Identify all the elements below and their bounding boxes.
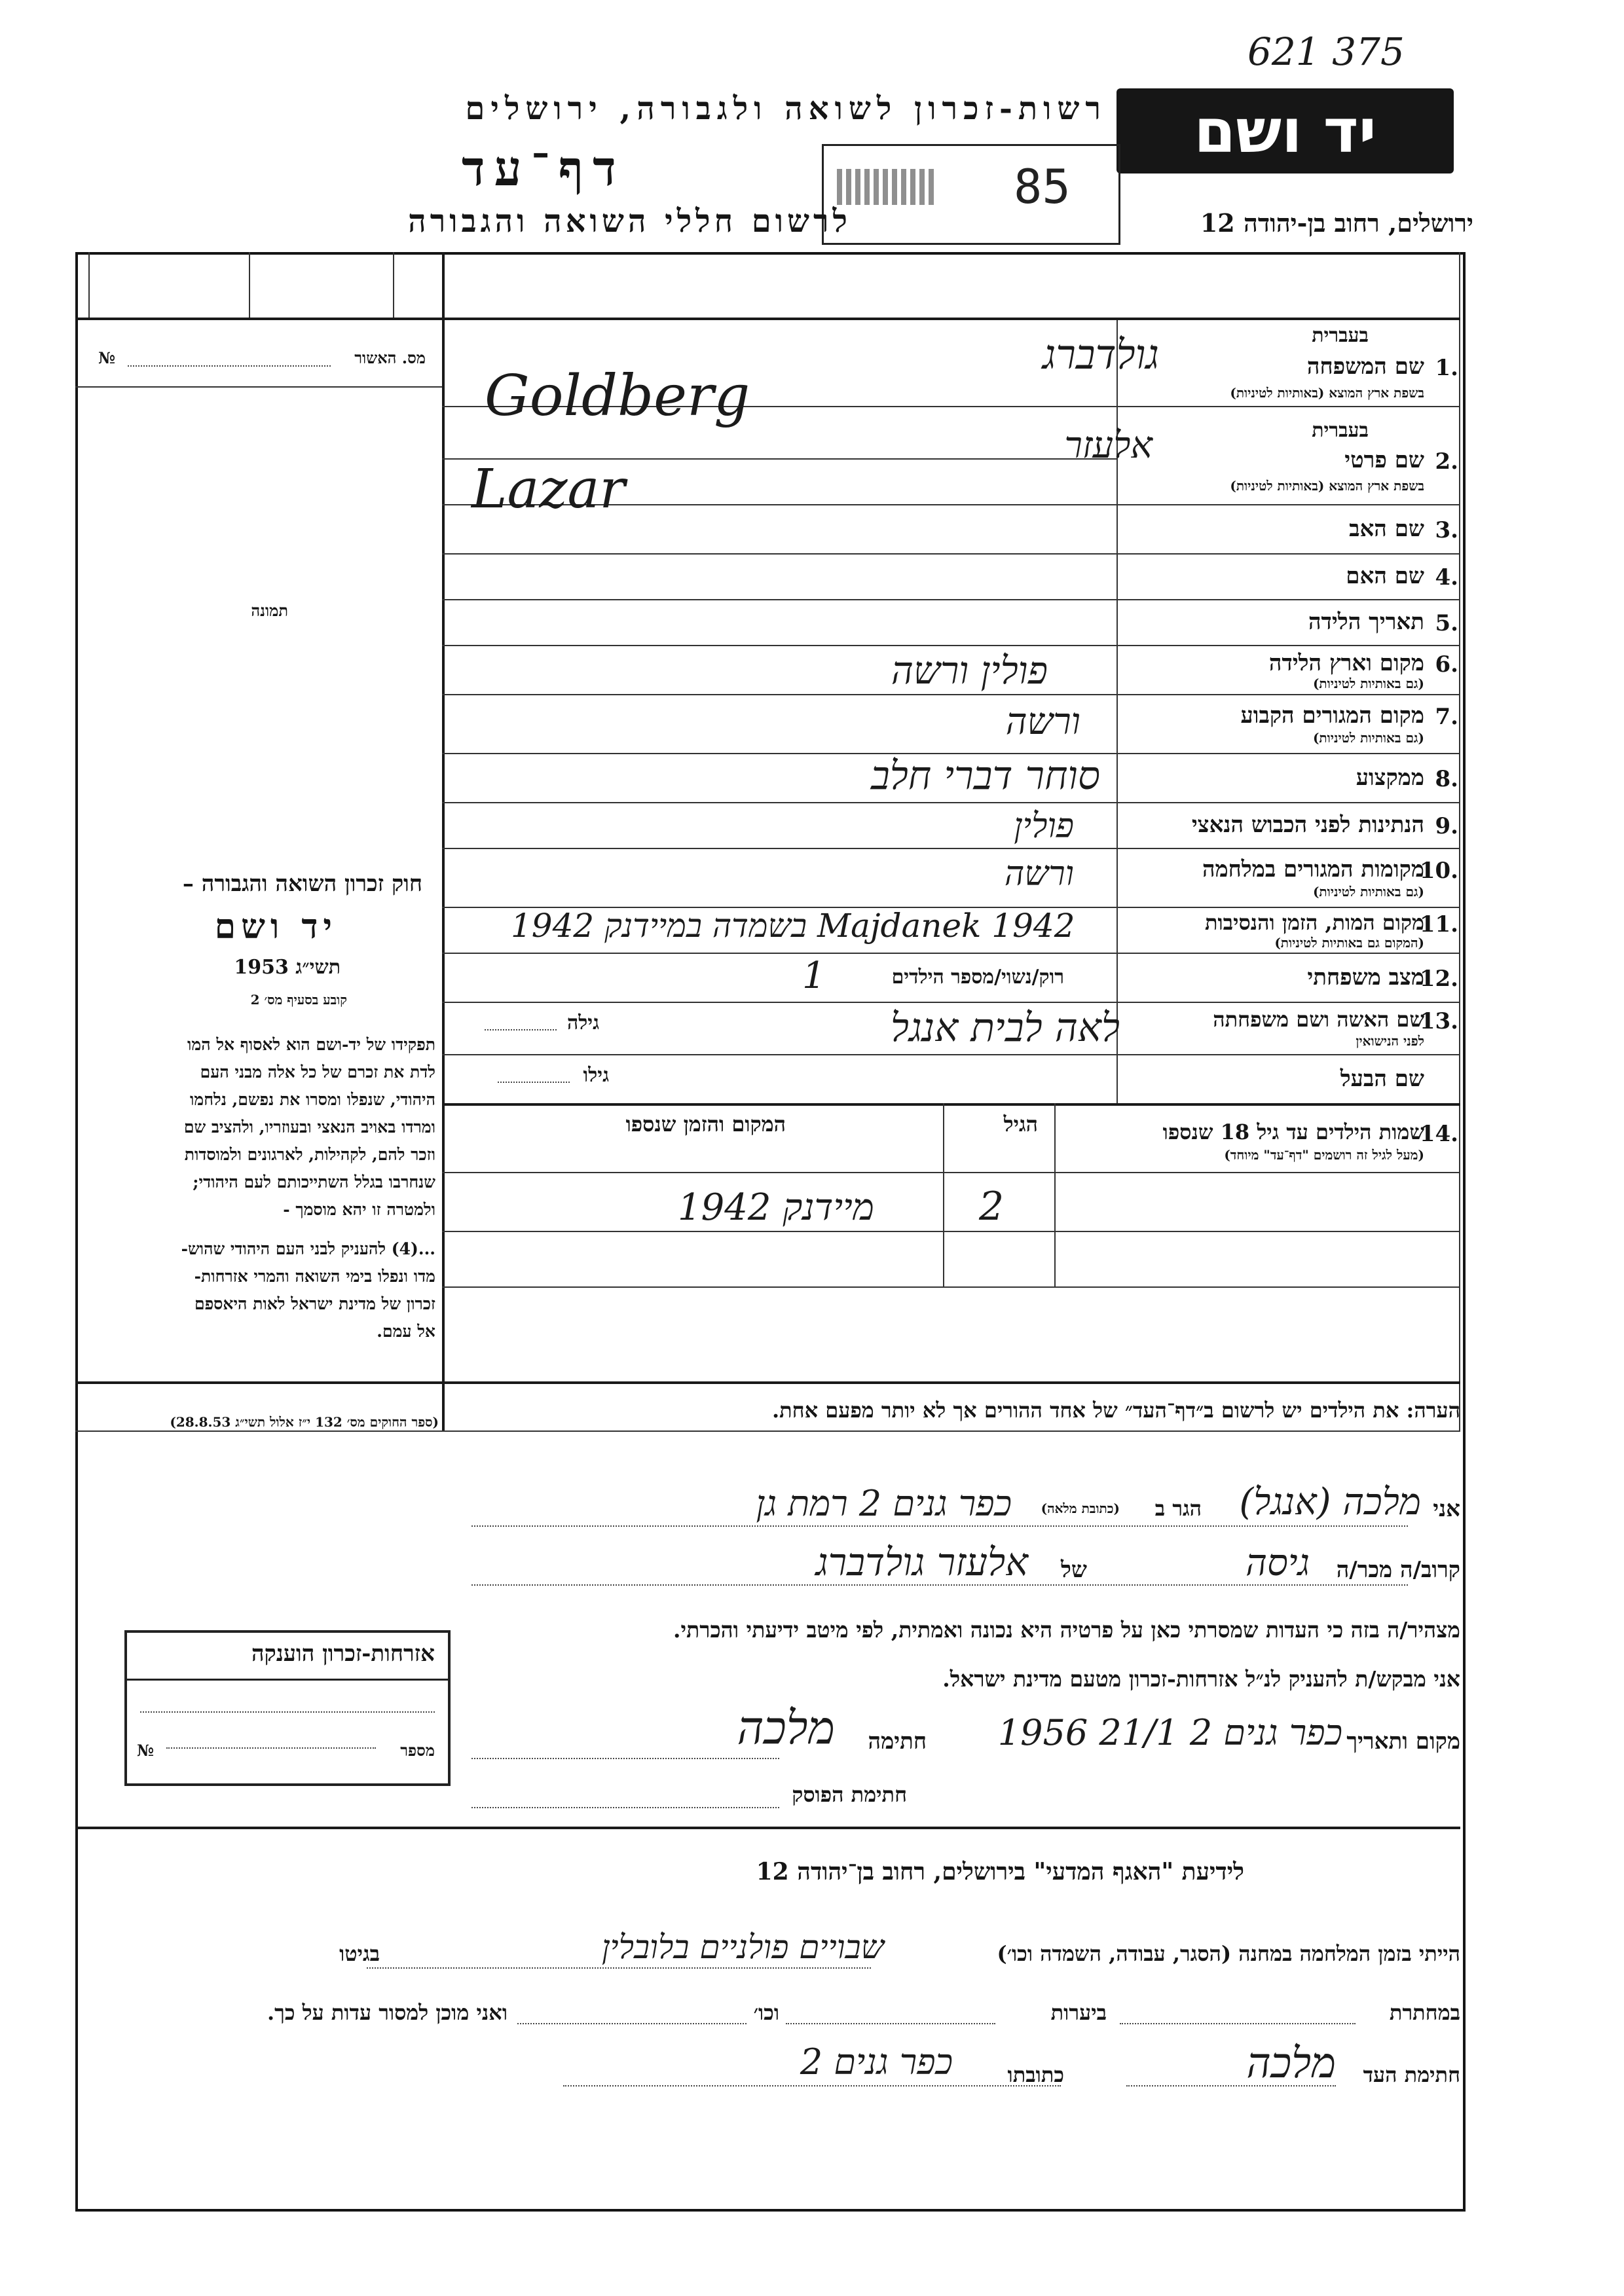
address: ירושלים, רחוב בן-יהודה 12 <box>1200 208 1473 238</box>
child-age-value: 2 <box>979 1184 1005 1230</box>
of-label: של <box>1061 1557 1087 1583</box>
law-line: תפקידו של יד-ושם הוא לאסוף אל המו <box>187 1035 435 1054</box>
witness-address-dots <box>563 2085 1061 2086</box>
footer-title: לידיעת "האגף המדעי" בירושלים, רחוב בן־יהודה 12 <box>756 1858 1244 1886</box>
field-9-num: 9. <box>1435 813 1458 839</box>
marital-prefix: רוק/נשוי/מספר הילדים <box>891 966 1064 989</box>
field-6-label: מקום וארץ הלידה <box>1268 650 1424 676</box>
row-line-3 <box>442 553 1460 555</box>
field-7-num: 7. <box>1435 704 1458 730</box>
note-text: הערה: את הילדים יש לרשום ב״דף־העד״ של אחד ההורים אך לא יותר מפעם אחת. <box>771 1398 1460 1423</box>
surname-hebrew: גולדברג <box>1042 331 1159 378</box>
ghetto-label: בגיטו <box>339 1941 380 1966</box>
field-10-sub: (גם באותיות לטיניות) <box>1312 884 1424 900</box>
field-8-label: ממקצוע <box>1356 765 1424 791</box>
forests-dots <box>786 2023 995 2024</box>
sep-380 <box>249 252 250 318</box>
decl-statement: מצהיר/ה בזה כי העדות שמסרתי כאן על פרטיה היא נכונה ואמתית, לפי מיטב ידיעתי והכרתי. <box>673 1617 1460 1643</box>
row-line-6 <box>442 694 1460 695</box>
law-line: ומרדו באויב הנאצי ובעוזריו, ולהציב שם <box>183 1118 435 1137</box>
field-3-num: 3. <box>1435 517 1458 543</box>
death-place-value: בשמדה במיידנק 1942 Majdanek 1942 <box>511 907 1075 945</box>
field-6-sub: (גם באותיות לטיניות) <box>1312 676 1424 691</box>
note-bottom <box>75 1430 1460 1432</box>
law-reference: (ספר החוקים מס׳ 132 י״ז אלול תשי״ג 28.8.53) <box>170 1414 439 1430</box>
law-yad-vashem: יד ושם <box>214 907 337 947</box>
row-line-13 <box>442 1054 1460 1055</box>
wife-age-dots <box>485 1029 557 1030</box>
field-12-label: מצב משפחתי <box>1307 964 1424 991</box>
signature-label: חתימה <box>868 1728 927 1755</box>
approval-label: מס. האשור <box>354 348 426 367</box>
field-1-label: שם המשפחה <box>1306 354 1424 380</box>
children-sub: (מעל לגיל זה רושמים "דף־עד" מיוחד) <box>1224 1147 1424 1163</box>
field-11-num: 11. <box>1419 911 1458 938</box>
law-clause: קובע בסעיף מס׳ 2 <box>250 992 347 1008</box>
field-11-label: מקום המות, הזמן והנסיבות <box>1204 910 1424 935</box>
place-date-value: כפר גנים 2 21/1 1956 <box>997 1712 1342 1753</box>
law-year: תשי״ג 1953 <box>234 956 341 979</box>
field-13-label: שם האשה ושם משפחתה <box>1213 1007 1424 1032</box>
children-num: 14. <box>1419 1121 1458 1147</box>
logo <box>1116 88 1454 173</box>
citizenship-title: אזרחות-זכרון הוענקה <box>251 1641 435 1667</box>
row-line-4 <box>442 599 1460 600</box>
profession-value: סוחר דברי חלב <box>870 753 1100 799</box>
forests-label: ביערות <box>1050 2000 1107 2025</box>
stamp-smudge <box>837 169 935 205</box>
form-title: דף־עד <box>462 141 625 197</box>
field-13-num: 13. <box>1419 1008 1458 1034</box>
left-panel-bottom <box>75 1381 1460 1384</box>
field-2-num: 2. <box>1435 448 1458 475</box>
citizenship-box <box>124 1630 451 1786</box>
field-11-sub: (המקום גם באותיות לטיניות) <box>1274 935 1424 951</box>
form-subtitle: לרשום חללי השואה והגבורה <box>408 203 851 240</box>
witness-signature: מלכה <box>1246 2039 1336 2088</box>
camp-value: שבויים פולניים בלובלין <box>601 1928 884 1966</box>
right-edge-label <box>1459 252 1460 1430</box>
field-8-num: 8. <box>1435 766 1458 792</box>
field-2-hebrew-tag: בעברית <box>1312 419 1369 442</box>
field-2-sub: בשפת ארץ המוצא (באותיות לטיניות) <box>1230 478 1424 494</box>
underground-dots <box>1120 2023 1356 2024</box>
field-1-hebrew-tag: בעברית <box>1312 324 1369 347</box>
field-10-label: מקומות המגורים במלחמה <box>1202 856 1424 883</box>
law-title: חוק זכרון השואה והגבורה – <box>182 871 422 897</box>
field-7-label: מקום המגורים הקבוע <box>1240 702 1424 729</box>
law-line: לדת את זכרם של כל אלה מבני העם <box>200 1063 435 1082</box>
children-place-header: המקום והזמן שנספו <box>625 1112 786 1137</box>
decl-resides: הגר ב <box>1154 1496 1202 1521</box>
declaration-bottom <box>75 1827 1460 1829</box>
law-line: ולמטרה זו יהא מוסמך - <box>283 1200 435 1219</box>
field-12-num: 12. <box>1419 966 1458 992</box>
approval-symbol: № <box>98 348 116 367</box>
camp-dots <box>367 1967 871 1969</box>
approval-dots <box>128 365 331 367</box>
nationality-value: פולין <box>1014 807 1074 846</box>
official-signature-label: חתימת הפוסק <box>792 1782 907 1807</box>
etc-dots <box>517 2023 747 2024</box>
ready-text: ואני מוכן למסור עדות על כך. <box>267 2000 507 2025</box>
law-line: שנחרבו בגלל השתייכותם לעם היהודי; <box>193 1173 435 1192</box>
citizenship-dots-1 <box>140 1711 435 1713</box>
children-age-header: הגיל <box>1003 1112 1038 1137</box>
citizenship-title-rule <box>127 1679 448 1681</box>
birthplace-value: פולין ורשה <box>891 648 1048 693</box>
surname-latin: Goldberg <box>485 363 750 429</box>
citizenship-number-symbol: № <box>137 1741 155 1760</box>
field-9-label: הנתינות לפני הכבוש הנאצי <box>1191 812 1424 838</box>
row-line-8 <box>442 802 1460 803</box>
left-approval-line <box>75 386 442 388</box>
husband-age-label: גילו <box>583 1064 609 1087</box>
deceased-ref: אלעזר גולדברג <box>815 1540 1028 1584</box>
photo-label: תמונה <box>251 601 288 620</box>
row-line-5 <box>442 645 1460 646</box>
law-line: היהודי, שנפלו ומסרו את נפשם, נלחמו <box>189 1090 435 1109</box>
law-line: וזכר להם, לקהילות, לארגונים ולמוסדות <box>184 1145 435 1164</box>
witness-signature-label: חתימת העד <box>1363 2062 1460 2087</box>
residence-value: ורשה <box>1005 701 1080 743</box>
witness-address: כפר גנים 2 <box>800 2041 953 2083</box>
stamp <box>822 144 1120 245</box>
firstname-latin: Lazar <box>471 458 625 520</box>
wife-name-value: לאה לבית אנגל <box>890 1005 1120 1051</box>
child-place-value: מיידנק 1942 <box>678 1186 874 1229</box>
etc-label: וכו׳ <box>753 2000 779 2025</box>
underground-label: במחתרת <box>1389 2000 1460 2025</box>
witness-signature-dots <box>1126 2085 1336 2086</box>
place-date-label: מקום ותאריך <box>1346 1728 1460 1755</box>
children-row-line-2 <box>442 1286 1460 1288</box>
field-3-label: שם האב <box>1349 516 1424 542</box>
children-col-b <box>1054 1103 1056 1286</box>
declarant-name: מלכה (אנגל) <box>1239 1481 1421 1523</box>
witness-address-label: כתובתו <box>1007 2062 1064 2087</box>
citizenship-number-label: מספר <box>400 1741 435 1760</box>
stamp-number: 85 <box>1014 159 1071 214</box>
law-line: אל עמם. <box>377 1322 435 1341</box>
logo-text: יד ושם <box>1194 96 1376 166</box>
husband-label: שם הבעל <box>1340 1066 1424 1092</box>
declarant-signature: מלכה <box>737 1701 835 1755</box>
field-2-label: שם פרטי <box>1344 447 1424 473</box>
decl-line1-dots <box>471 1525 1408 1527</box>
field-4-label: שם האם <box>1346 563 1424 589</box>
sep-135 <box>88 252 90 318</box>
children-col-a <box>943 1103 944 1286</box>
declarant-address: כפר גנים 2 רמת גן <box>756 1483 1012 1524</box>
left-panel-divider <box>442 252 445 1430</box>
camp-label: הייתי בזמן המלחמה במחנה (הסגר, עבודה, השמדה וכו׳) <box>997 1941 1460 1966</box>
law-text <box>79 1031 435 1345</box>
field-7-sub: (גם באותיות לטיניות) <box>1312 730 1424 746</box>
authority-name: רשות-זכרון לשואה ולגבורה, ירושלים <box>465 90 1107 127</box>
signature-dots <box>471 1758 779 1759</box>
children-count-value: 1 <box>802 955 826 997</box>
law-line: ...(4) להעניק לבני העם היהודי שהוש- <box>181 1239 435 1258</box>
citizenship-dots-2 <box>166 1747 376 1749</box>
decl-line2-dots <box>471 1584 1408 1586</box>
archive-number: 621 375 <box>1247 29 1405 74</box>
field-5-num: 5. <box>1435 610 1458 636</box>
field-6-num: 6. <box>1435 651 1458 678</box>
field-10-num: 10. <box>1419 858 1458 884</box>
wartime-residence-value: ורשה <box>1004 854 1074 894</box>
children-row-line-1 <box>442 1231 1460 1232</box>
law-line: מדו ונפלו בימי השואה והמרי אזרחות- <box>194 1267 435 1286</box>
field-1-sub: בשפת ארץ המוצא (באותיות לטיניות) <box>1230 385 1424 401</box>
children-header-line <box>442 1172 1460 1173</box>
field-1-num: 1. <box>1435 355 1458 381</box>
official-dots <box>471 1807 779 1808</box>
decl-request: אני מבקש/ת להעניק לנ״ל אזרחות-זכרון מטעם מדינת ישראל. <box>942 1666 1460 1692</box>
field-13-sub: לפני הנישואין <box>1356 1033 1424 1049</box>
decl-prefix: אני <box>1433 1496 1460 1522</box>
relation-label: קרוב/ה מכר/ה <box>1336 1557 1460 1583</box>
law-line: זכרון של מדינת ישראל לאות היאספם <box>194 1294 435 1313</box>
field-4-num: 4. <box>1435 564 1458 591</box>
decl-address-hint: (כתובת מלאה) <box>1041 1501 1120 1516</box>
row-line-9 <box>442 848 1460 849</box>
row-line-11 <box>442 953 1460 954</box>
top-strip-line <box>75 318 1460 320</box>
husband-age-dots <box>498 1082 570 1083</box>
children-label: שמות הילדים עד גיל 18 שנספו <box>1162 1120 1424 1144</box>
firstname-hebrew: אלעזר <box>1064 424 1153 467</box>
field-5-label: תאריך הלידה <box>1308 609 1424 635</box>
row-line-14 <box>442 1103 1460 1106</box>
sep-600 <box>393 252 394 318</box>
wife-age-label: גילה <box>566 1011 599 1034</box>
row-line-12 <box>442 1002 1460 1003</box>
relation-value: גיסה <box>1246 1542 1310 1584</box>
